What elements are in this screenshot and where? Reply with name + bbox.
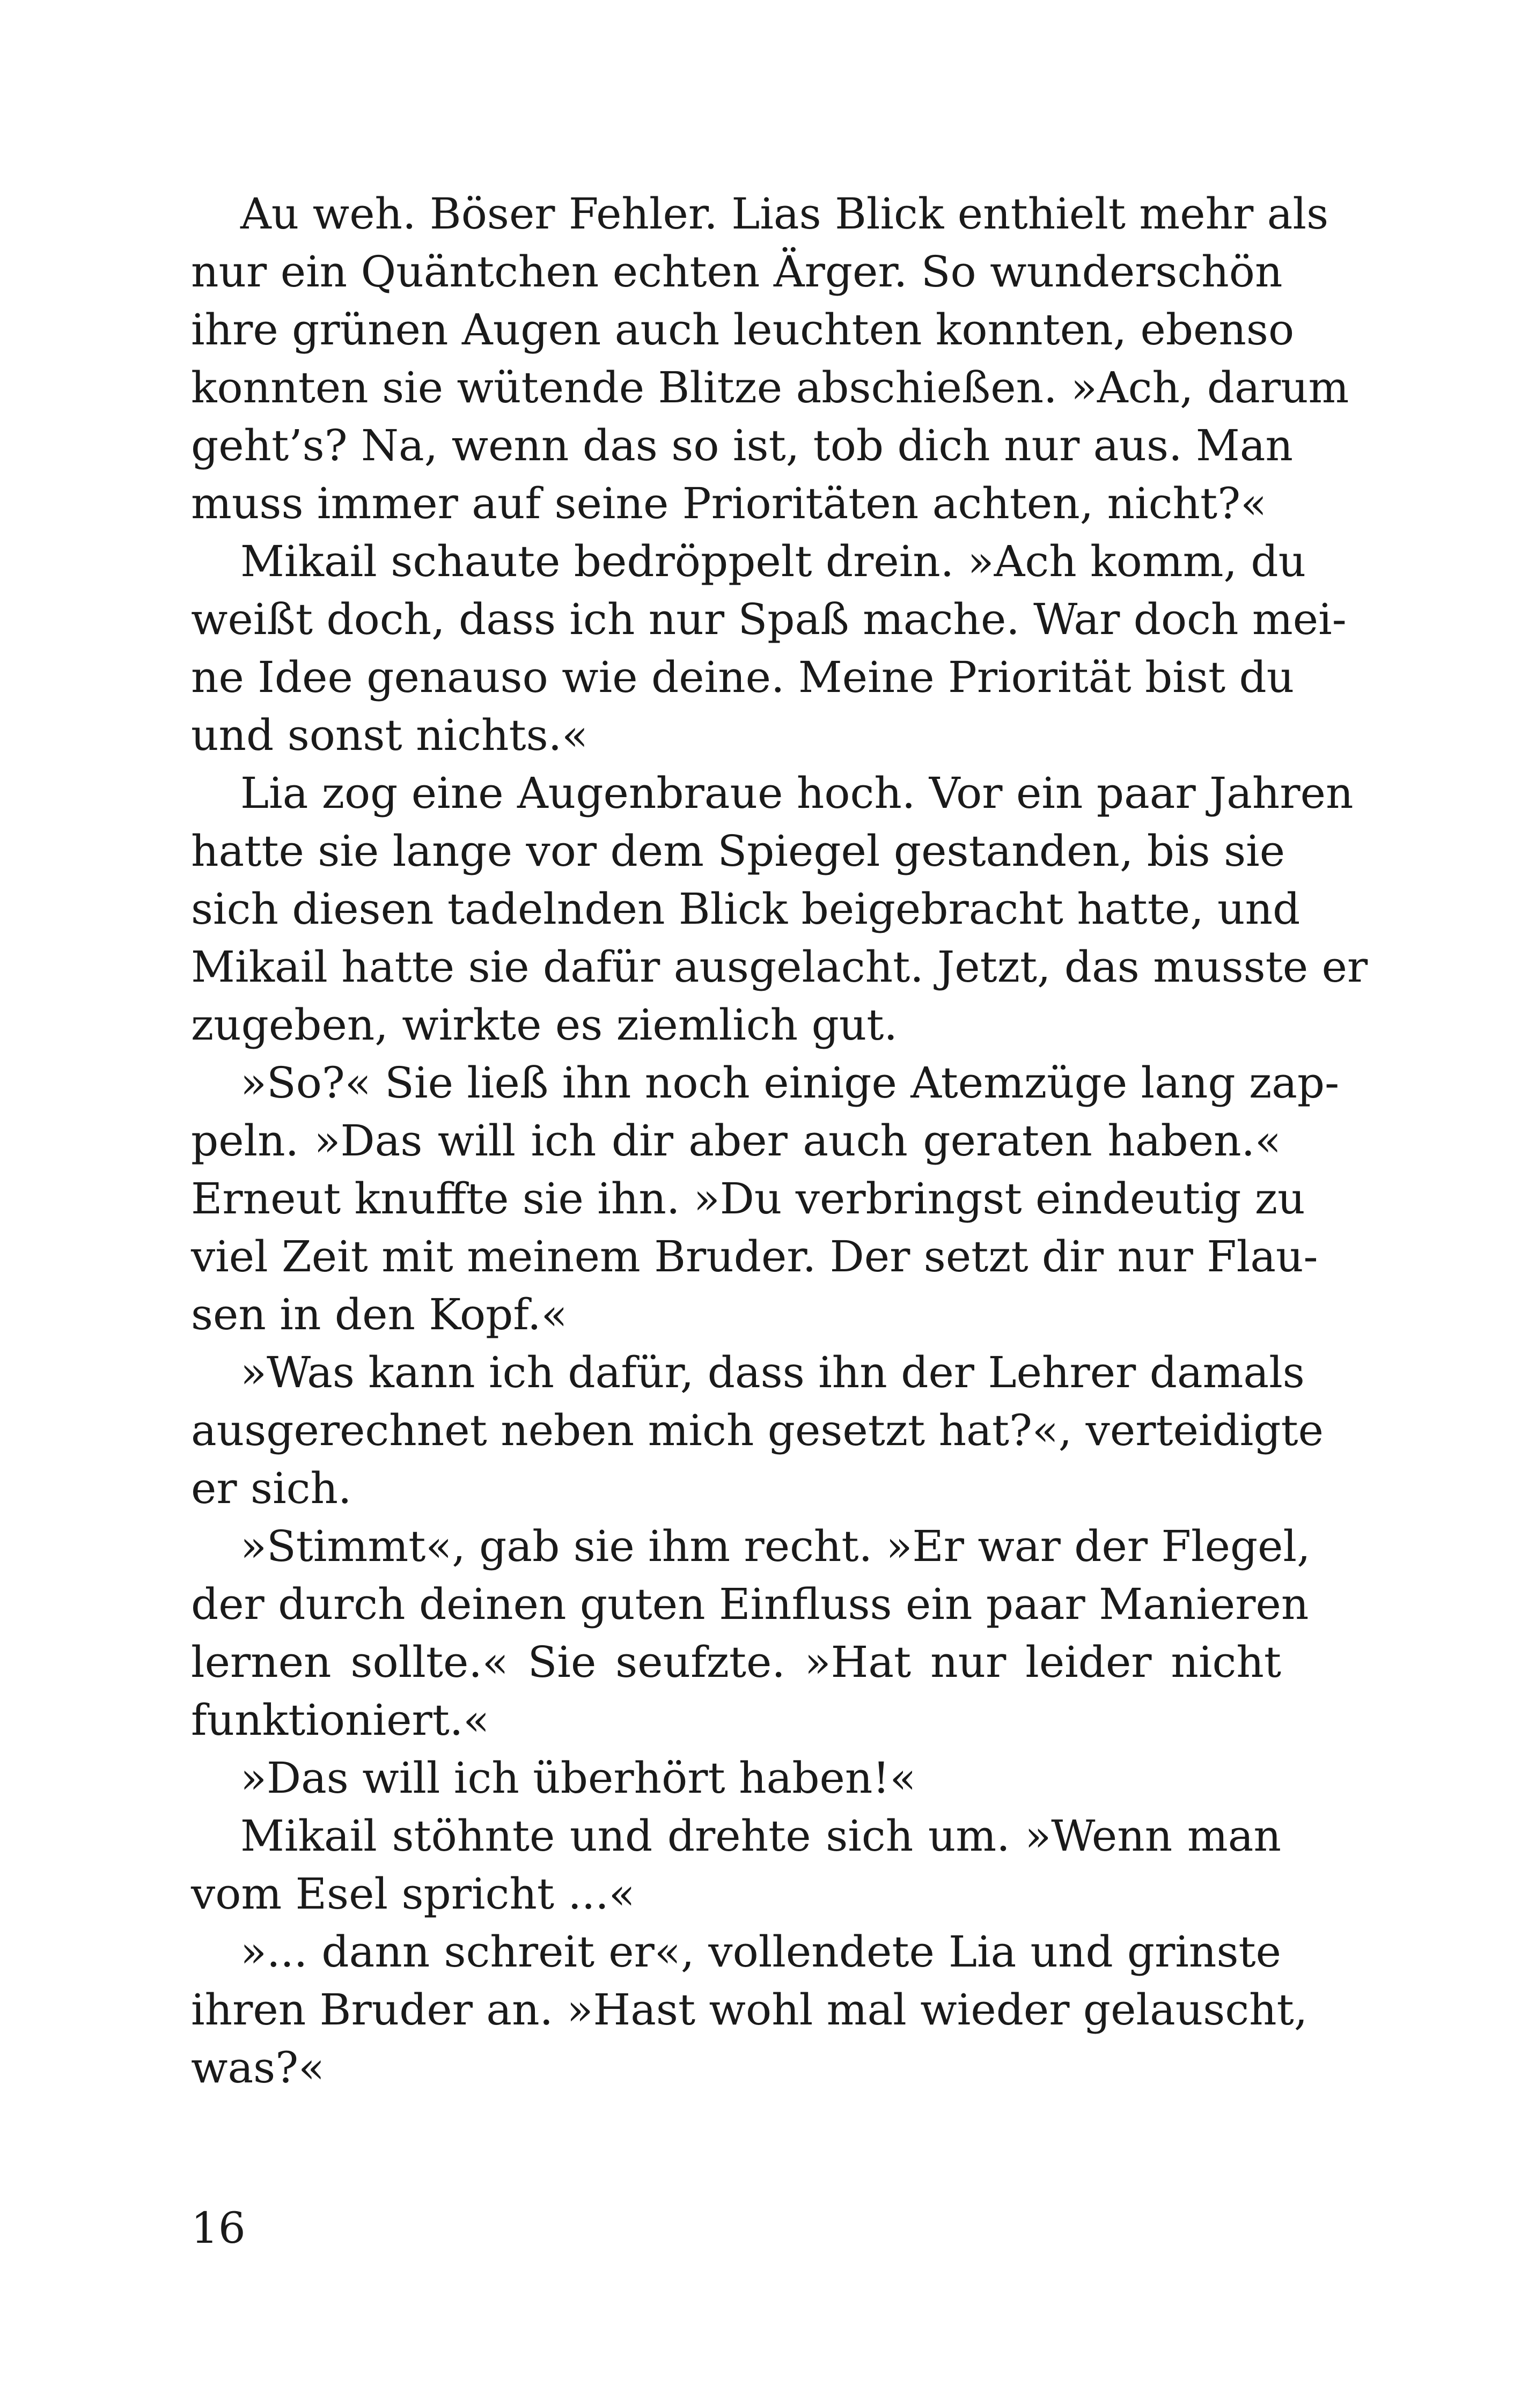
text-line: ihren Bruder an. »Hast wohl mal wieder gelauscht, (191, 1985, 1308, 2035)
text-line: Mikail stöhnte und drehte sich um. »Wenn man (240, 1811, 1281, 1861)
text-line: lernen sollte.« Sie seufzte. »Hat nur leider nicht (191, 1637, 1281, 1687)
text-line: Au weh. Böser Fehler. Lias Blick enthielt mehr als (240, 189, 1329, 239)
text-line: peln. »Das will ich dir aber auch geraten haben.« (191, 1116, 1281, 1166)
text-line: »... dann schreit er«, vollendete Lia und grinste (240, 1927, 1281, 1977)
text-line: hatte sie lange vor dem Spiegel gestanden, bis sie (191, 826, 1285, 876)
text-line: er sich. (191, 1463, 352, 1513)
text-line: zugeben, wirkte es ziemlich gut. (191, 1000, 898, 1050)
text-line: ausgerechnet neben mich gesetzt hat?«, verteidigte (191, 1405, 1324, 1455)
text-line: »Das will ich überhört haben!« (240, 1753, 916, 1803)
text-line: sen in den Kopf.« (191, 1290, 568, 1339)
text-line: weißt doch, dass ich nur Spaß mache. War doch mei- (191, 594, 1347, 644)
text-line: »Stimmt«, gab sie ihm recht. »Er war der Flegel, (240, 1521, 1311, 1571)
text-line: Mikail hatte sie dafür ausgelacht. Jetzt, das musste er (191, 942, 1368, 992)
text-line: vom Esel spricht ...« (191, 1869, 635, 1919)
text-line: muss immer auf seine Prioritäten achten, nicht?« (191, 478, 1267, 528)
text-line: was?« (191, 2043, 325, 2093)
text-line: konnten sie wütende Blitze abschießen. »Ach, darum (191, 363, 1349, 413)
text-line: funktioniert.« (191, 1695, 490, 1745)
text-line: geht’s? Na, wenn das so ist, tob dich nur aus. Man (191, 421, 1294, 470)
text-line: sich diesen tadelnden Blick beigebracht hatte, und (191, 884, 1300, 934)
text-line: Erneut knuffte sie ihn. »Du verbringst eindeutig zu (191, 1174, 1305, 1224)
text-line: der durch deinen guten Einfluss ein paar Manieren (191, 1579, 1309, 1629)
text-line: ihre grünen Augen auch leuchten konnten, ebenso (191, 305, 1295, 355)
text-line: Lia zog eine Augenbraue hoch. Vor ein paar Jahren (240, 768, 1354, 818)
text-line: Mikail schaute bedröppelt drein. »Ach komm, du (240, 536, 1306, 586)
page-number: 16 (191, 2203, 246, 2253)
text-line: ne Idee genauso wie deine. Meine Priorität bist du (191, 652, 1295, 702)
text-line: und sonst nichts.« (191, 710, 589, 760)
text-line: viel Zeit mit meinem Bruder. Der setzt dir nur Flau- (191, 1232, 1318, 1282)
text-line: »Was kann ich dafür, dass ihn der Lehrer damals (240, 1347, 1305, 1397)
text-line: nur ein Quäntchen echten Ärger. So wunderschön (191, 247, 1283, 297)
body-text (191, 185, 1368, 2097)
text-line: »So?« Sie ließ ihn noch einige Atemzüge lang zap- (240, 1058, 1340, 1108)
